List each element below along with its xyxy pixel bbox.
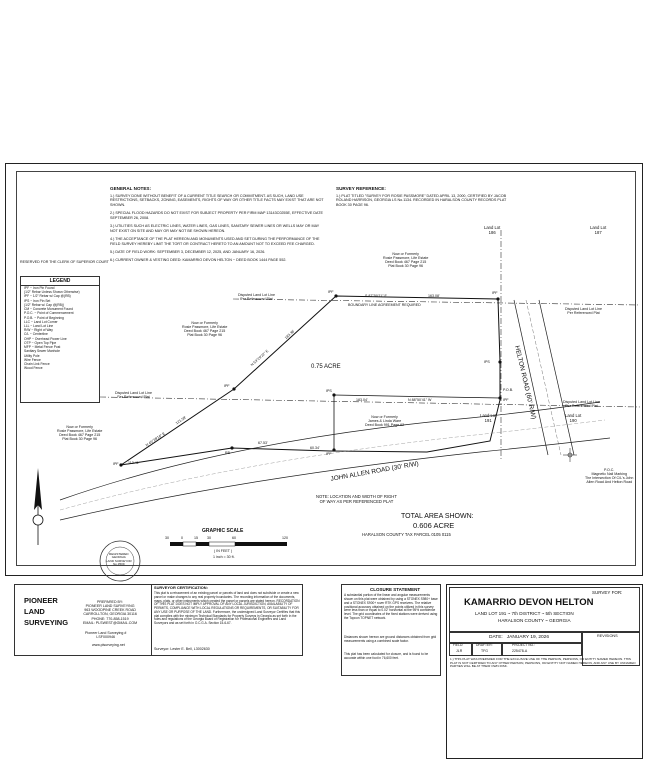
land-lot-label: Land Lot 190 bbox=[565, 413, 582, 423]
scale-tick: 30 bbox=[165, 536, 169, 540]
total-area-value: 0.606 ACRE bbox=[413, 521, 455, 530]
area-label: 0.75 ACRE bbox=[311, 364, 341, 370]
legend-item: OHP ~ Overhead Power Line bbox=[24, 336, 67, 341]
bearing-w: N 45°28'16" E bbox=[145, 431, 166, 448]
north-arrow-icon bbox=[33, 468, 43, 545]
scale-tick: 60 bbox=[232, 536, 236, 540]
pob-label: P.O.B. bbox=[503, 388, 514, 392]
monument-label: IPF bbox=[113, 462, 119, 466]
general-note: 6.) CURRENT OWNER & VESTING DEED: KAMARRIO DEVON HELTON ~ DEED BOOK 1444 PAGE 552. bbox=[110, 258, 287, 263]
closure-body: This plat has been calculated for closure, and is found to be accurate within one foot in 76,600 feet. bbox=[344, 652, 429, 660]
monument-label: IPF bbox=[492, 291, 498, 295]
project-label: PROJECT NO.: bbox=[512, 643, 536, 647]
company-prepared-by: PREPARED BY: PIONEER LAND SURVEYING 963 WOODPINE CREEK ROAD CARROLLTON, GEORGIA 30116 PHONE: 770-858-1519 EMAIL: PLSWEST@GMAIL.COM bbox=[83, 600, 138, 625]
monument-label: IPF bbox=[328, 290, 334, 294]
disputed-land-lot-line bbox=[100, 397, 640, 407]
disputed-line-label: Disputed Land Lot Line Per Referenced Plat bbox=[115, 391, 152, 400]
clerk-reserved-note: RESERVED FOR THE CLERK OF SUPERIOR COURT bbox=[20, 260, 109, 264]
project-value: 225478-A bbox=[512, 649, 528, 653]
monument-label: RB bbox=[225, 451, 230, 455]
legend-title: LEGEND bbox=[21, 277, 99, 286]
distance-nw: 183.38' bbox=[284, 329, 296, 340]
revisions-header: REVISIONS bbox=[597, 634, 618, 638]
survey-for-label: SURVEY FOR: bbox=[592, 590, 623, 595]
distance-south: 67.53' bbox=[258, 441, 268, 445]
company-name: PIONEER LAND SURVEYING bbox=[24, 596, 69, 627]
monument-label: IPS bbox=[326, 389, 332, 393]
field-label: FIELD: bbox=[453, 643, 464, 647]
distance-south: 60.34' bbox=[310, 446, 320, 450]
poc-note: P.O.C. Magnetic Nail Marking The Intersection Of C/L's John Allen Road And Helton Road bbox=[585, 468, 634, 485]
property-boundary bbox=[121, 296, 500, 465]
general-notes-heading: GENERAL NOTES: bbox=[110, 186, 152, 191]
scale-tick: 0 bbox=[181, 536, 183, 540]
scale-tick: 30 bbox=[207, 536, 211, 540]
legend-item: LLL ~ Land Lot Line bbox=[24, 323, 54, 328]
distance-mid: 183.04' bbox=[356, 398, 368, 402]
monument-label: IPF bbox=[326, 452, 332, 456]
legend-item: IPS ~ Iron Pin Set bbox=[24, 298, 51, 303]
general-note: 3.) UTILITIES SUCH AS ELECTRIC LINES, WATER LINES, GAS LINES, SANITARY SEWER LINES OR WELLS MAY OR MAY NOT EXIST ON SITE AND MAY OR MAY NOT BE SHOWN HEREON. bbox=[110, 224, 320, 233]
location-note: NOTE: LOCATION AND WIDTH OF RIGHT OF WAY AS PER REFERENCED PLAT bbox=[316, 494, 397, 504]
scale-unit: ( IN FEET ) bbox=[214, 549, 233, 553]
legend-item: P.O.C. ~ Point of Commencement bbox=[24, 311, 74, 316]
drafter-value: TFG bbox=[481, 649, 488, 653]
scale-tick: 120 bbox=[282, 536, 288, 540]
monument bbox=[496, 297, 499, 300]
legend-item: C/L ~ Centerline bbox=[24, 332, 48, 337]
legend-item: P.O.B. ~ Point of Beginning bbox=[24, 315, 64, 320]
legend-item: R/W ~ Right of Way bbox=[24, 328, 53, 333]
general-note: 4.) THE ACCEPTANCE OF THE PLAT HEREON AND MONUMENTS USED AND SET DURING THE PERFORMANCE OF THE FIELD SURVEY HEREBY LIMIT THE TORT OR CONTRACT HERETO TO AN AMOUNT NOT TO EXCEED FEE CHARGED. bbox=[110, 237, 320, 246]
distance-south: 113.41' bbox=[128, 461, 140, 465]
certification-heading: SURVEYOR CERTIFICATION: bbox=[154, 585, 208, 590]
legend-item: MFP ~ Metal Fence Post bbox=[24, 345, 61, 350]
legend-item: IPF ~ Iron Pin Found bbox=[24, 286, 55, 290]
closure-body: A substantial portion of the linear and angular measurements shown on this plat were obtained by using a STONEX S980+ base and a STONEX S900+ rover RTK GPS receivers. The relative positional accuracy obtained on the points utilized in this survey were less than or equal to 0.02' horizontal at the 95% confidence level. The grid coordinates of the fixed stations were derived using the Topcon TOPNET network. bbox=[344, 593, 438, 621]
title-location-line: HARALSON COUNTY ~ GEORGIA bbox=[498, 618, 571, 623]
company-web: www.plsurveying.net bbox=[92, 643, 125, 647]
graphic-scale-bar bbox=[170, 542, 287, 546]
bearing-mid: N 88°50'41" W bbox=[408, 398, 432, 402]
closure-heading: CLOSURE STATEMENT bbox=[370, 587, 421, 592]
legend-item: (1/2" Rebar Unless Shown Otherwise) bbox=[24, 290, 80, 295]
field-value: JLR bbox=[456, 649, 463, 653]
monuments bbox=[119, 294, 501, 466]
monument bbox=[334, 294, 337, 297]
adjoiner-label: Now or Formerly Rosie Passmore, Life Estate Deed Book 467 Page 215 Plat Book 30 Page 96 bbox=[383, 252, 429, 269]
seal-text: REGISTERED GEORGIA LAND SURVEYOR No.3509 bbox=[106, 552, 132, 567]
legend-item: LLC ~ Land Lot Corner bbox=[24, 319, 58, 324]
scale-ratio: 1 inch = 30 ft. bbox=[213, 555, 235, 559]
adjoiner-label: Now or Formerly Rosie Passmore, Life Estate Deed Book 467 Page 215 Plat Book 30 Page 96 bbox=[57, 425, 103, 442]
monument-label: IPF bbox=[503, 398, 509, 402]
monument bbox=[232, 387, 235, 390]
general-note: 2.) SPECIAL FLOOD HAZARDS DO NOT EXIST FOR SUBJECT PROPERTY PER FIRM MAP 13143C0255E, EFFECTIVE DATE SEPTEMBER 26, 2008. bbox=[110, 211, 323, 220]
title-disclaimer: 1.) THIS PLAT WAS PREPARED FOR THE EXCLUSIVE USE OF THE PERSON, PERSONS, OR ENTITY NAMED HEREON. THIS PLAT IS NOT CERTIFIED TO ANY OTHER PERSON, PERSONS, OR ENTITY NOT NAMED HEREON, AND ANY USE BY UNNAMED PARTIES WILL BE AT THEIR OWN RISK. bbox=[450, 657, 636, 669]
monument-label: IPF bbox=[224, 384, 230, 388]
legend-item: (1/2" Rebar w/ Cap @(RB)) bbox=[24, 302, 65, 307]
closure-body: Distances shown hereon are ground distances obtained from grid measurements using a combined scale factor. bbox=[344, 635, 437, 643]
survey-reference-text: 1.) PLAT TITLED "SURVEY FOR ROSIE PASSMORE" DATED APRIL 13, 2000, CERTIFIED BY JACOB ROLAND HARRISON, GEORGIA LS No.1134. RECORDED IN HARALSON COUNTY RECORDS PLAT BOOK 30 PAGE 96. bbox=[336, 194, 507, 207]
legend-item: Chain Link Fence bbox=[24, 361, 50, 366]
disputed-land-lot-line bbox=[233, 299, 640, 305]
adjoiner-label: Now or Formerly Rosie Passmore, Life Estate Deed Book 467 Page 215 Plat Book 30 Page 96 bbox=[182, 321, 228, 338]
bearing-nw: N 53°29'22" E bbox=[250, 349, 270, 367]
adjoiner-label: Now or Formerly James & Linda Ware Deed Book 991 Page 62 bbox=[365, 415, 405, 428]
legend-item: Wood Fence bbox=[24, 366, 43, 371]
scale-tick: 15 bbox=[194, 536, 198, 540]
bearing-north: S 87°50'11" E bbox=[365, 294, 387, 298]
total-area-label: TOTAL AREA SHOWN: bbox=[401, 513, 474, 520]
monument bbox=[230, 446, 233, 449]
title-location-line: LAND LOT 191 ~ 7th DISTRICT ~ 5th SECTION bbox=[475, 611, 574, 616]
monument bbox=[498, 360, 501, 363]
helton-road-edge bbox=[539, 300, 574, 455]
graphic-scale-title: GRAPHIC SCALE bbox=[202, 528, 244, 534]
disputed-line-label: Disputed Land Lot Line Per Referenced Plat bbox=[238, 293, 275, 302]
land-lot-label: Land Lot 191 bbox=[480, 413, 497, 423]
monument bbox=[119, 463, 122, 466]
disputed-line-label: Disputed Land Lot Line Per Referenced Plat bbox=[563, 400, 600, 409]
john-allen-road-label: JOHN ALLEN ROAD (30' R/W) bbox=[330, 460, 420, 483]
distance-north: 163.08' bbox=[428, 294, 440, 298]
legend-item: CM ~ Concrete Monument Found bbox=[24, 307, 74, 312]
legend-item: OTP ~ Open Top Pipe bbox=[24, 340, 57, 345]
distance-w: 121.58' bbox=[175, 415, 187, 426]
land-lot-label: Land Lot 186 bbox=[484, 225, 501, 235]
certification-surveyor: Surveyor: Lester E. Bell, L3002630 bbox=[154, 647, 210, 651]
company-license: Pioneer Land Surveying # LSF000946 bbox=[85, 631, 127, 640]
helton-road-label: HELTON ROAD (60' R/W) bbox=[513, 345, 537, 421]
tax-parcel: HARALSON COUNTY TAX PARCEL 0105 0115 bbox=[362, 532, 451, 537]
monument-label: IPS bbox=[484, 360, 490, 364]
boundary-note: BOUNDARY LINE AGREEMENT REQUIRED bbox=[348, 303, 421, 307]
general-note: 1.) SURVEY DONE WITHOUT BENEFIT OF A CURRENT TITLE SEARCH OR COMMITMENT. AS SUCH, LAND USE RESTRICTIONS, SETBACKS, ZONING, EASEMENTS, RIGHTS OF WAY OR OTHER TITLE FACTS MAY EXIST THAT ARE NOT SHOWN. bbox=[110, 194, 324, 207]
drafter-label: DRAFTER: bbox=[476, 643, 493, 647]
legend-item: Sanitary Sewer Manhole bbox=[24, 349, 60, 354]
legend-item: Wire Fence bbox=[24, 357, 41, 362]
certification-body: This plat is a retracement of an existing parcel or parcels of land and does not subdivide or create a new parcel or make changes to any real property boundaries. The recording information of the documents, maps, plats, or other instruments which created the parcel or parcels are stated hereon. RECORDATION OF THIS PLAT DOES NOT IMPLY APPROVAL OF ANY LOCAL JURISDICTION, AVAILABILITY OF PERMITS, COMPLIANCE WITH LOCAL REGULATIONS OR REQUIREMENTS, OR SUITABILITY FOR ANY USE OR PURPOSE OF THE LAND. Furthermore, the undersigned Land Surveyor Certifies that this plat complies with the minimum Technical Standards for Property Surveys in Georgia as set forth in the rules and regulations of the Georgia Board of Registration for Professional Engineers and Land Surveyors and as set forth in O.C.G.A. Section 15-6-67. bbox=[154, 591, 300, 626]
monument bbox=[332, 393, 335, 396]
monument bbox=[498, 396, 501, 399]
client-name: KAMARRIO DEVON HELTON bbox=[464, 597, 594, 608]
disputed-line-label: Disputed Land Lot Line Per Referenced Plat bbox=[565, 307, 602, 316]
monument bbox=[332, 448, 335, 451]
legend-item: IPF ~ 1/2" Rebar w/ Cap @(RB) bbox=[24, 294, 71, 299]
legend-item: Utility Pole bbox=[24, 353, 40, 358]
survey-reference-heading: SURVEY REFERENCE: bbox=[336, 186, 386, 191]
survey-date: DATE: JANUARY 19, 2026 bbox=[489, 635, 549, 640]
general-note: 5.) DATE OF FIELD WORK: SEPTEMBER 3, DECEMBER 12, 2025, AND JANUARY 16, 2026. bbox=[110, 249, 266, 254]
land-lot-label: Land Lot 187 bbox=[590, 225, 607, 235]
